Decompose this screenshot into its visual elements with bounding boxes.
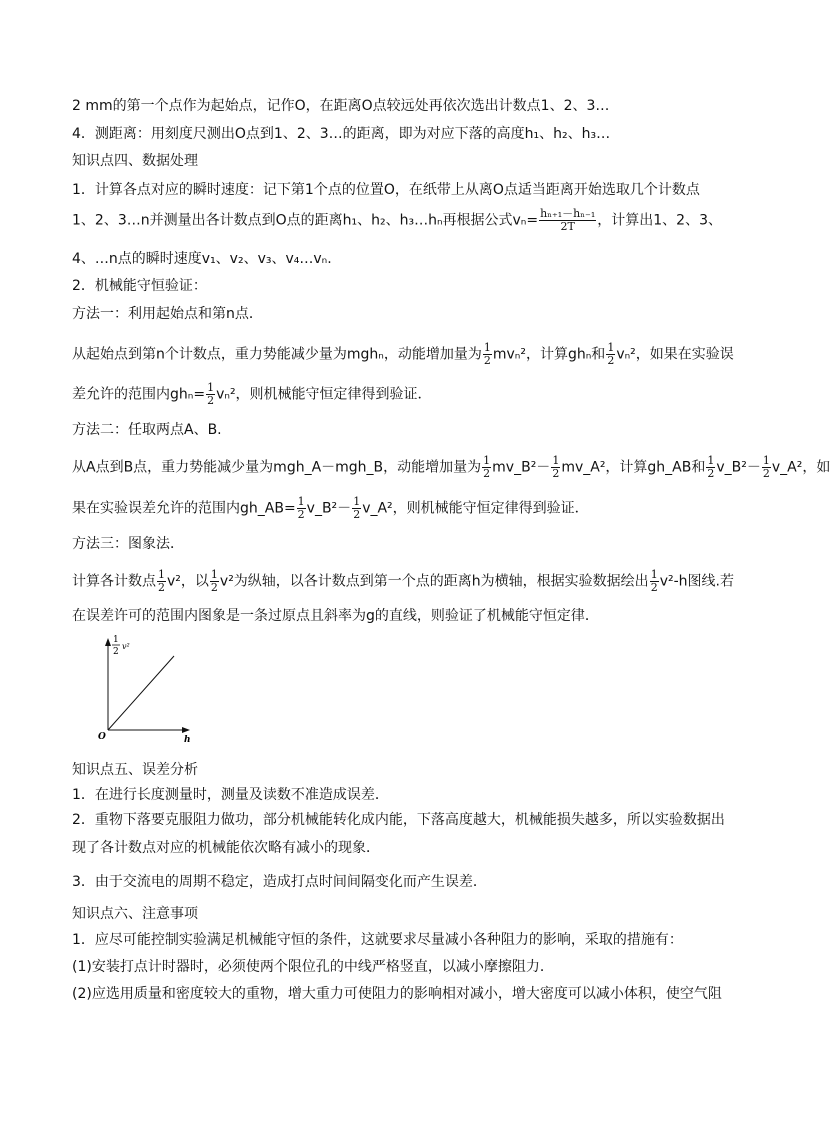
fraction-numerator: 1: [762, 454, 770, 467]
fraction-half: [352, 496, 361, 521]
fraction-denominator: 2: [483, 467, 491, 480]
fraction-half: [482, 455, 491, 480]
section-heading: 知识点六、注意事项: [72, 906, 198, 922]
graph-line: [108, 656, 174, 730]
text-line: 1．计算各点对应的瞬时速度：记下第1个点的位置O，在纸带上从离O点适当距离开始选取几个计数点: [72, 182, 700, 198]
fraction-numerator: 1: [483, 454, 491, 467]
text-line: 1．应尽可能控制实验满足机械能守恒的条件，这就要求尽量减小各种阻力的影响，采取的措施有：: [72, 932, 683, 948]
text-segment: mv_B²－: [492, 459, 551, 476]
text-line: (2)应选用质量和密度较大的重物，增大重力可使阻力的影响相对减小，增大密度可以减小体积，使空气阻: [72, 986, 722, 1002]
text-segment: v²，以: [167, 573, 209, 590]
fraction-numerator: 1: [707, 454, 715, 467]
text-line: 在误差许可的范围内图象是一条过原点且斜率为g的直线，则验证了机械能守恒定律．: [72, 608, 599, 624]
text-line: [72, 496, 589, 521]
y-axis-arrow-icon: [105, 638, 111, 646]
method-heading: 方法二：任取两点A、B.: [72, 422, 222, 438]
text-segment: 果在实验误差允许的范围内gh_AB=: [72, 500, 296, 517]
section-heading: 知识点四、数据处理: [72, 153, 198, 169]
v2-h-graph: [98, 630, 198, 745]
fraction-denominator: 2: [707, 467, 715, 480]
fraction-numerator: 1: [650, 568, 658, 581]
text-line: 4、…n点的瞬时速度v₁、v₂、v₃、v₄…vₙ.: [72, 251, 332, 267]
text-line: 现了各计数点对应的机械能依次略有减小的现象．: [72, 840, 380, 856]
origin-label: O: [98, 732, 106, 742]
fraction-half: [762, 455, 771, 480]
text-line: 4．测距离：用刻度尺测出O点到1、2、3…的距离，即为对应下落的高度h₁、h₂、h₃…: [72, 126, 611, 142]
text-line: (1)安装打点计时器时，必须使两个限位孔的中线严格竖直，以减小摩擦阻力．: [72, 959, 554, 975]
fraction-numerator: 1: [207, 381, 215, 394]
fraction-numerator: 1: [297, 495, 305, 508]
fraction-numerator: 1: [483, 341, 491, 354]
text-segment: 1、2、3…n并测量出各计数点到O点的距离h₁、h₂、h₃…hₙ再根据公式vₙ=: [72, 212, 539, 229]
fraction-denominator: 2: [762, 467, 770, 480]
x-axis-arrow-icon: [182, 727, 190, 733]
fraction-denominator: 2: [207, 394, 215, 407]
text-line: [72, 342, 734, 367]
text-line: [72, 208, 722, 233]
fraction-denominator: 2: [158, 581, 165, 594]
section-heading: 知识点五、误差分析: [72, 762, 198, 778]
text-line: [72, 382, 432, 407]
text-line: [72, 455, 830, 480]
text-segment: 从A点到B点，重力势能减少量为mgh_A－mgh_B，动能增加量为: [72, 459, 482, 476]
fraction-half: [206, 382, 215, 407]
y-label-denominator: 2: [113, 647, 119, 657]
text-segment: ，计算出1、2、3、: [597, 212, 722, 229]
fraction-numerator: 1: [552, 454, 560, 467]
fraction-denominator: 2: [210, 581, 218, 594]
text-segment: v_B²－: [306, 500, 352, 517]
fraction-half: [551, 455, 560, 480]
fraction-half: [606, 342, 615, 367]
text-segment: vₙ²，如果在实验误: [616, 346, 734, 363]
fraction-half: [157, 569, 166, 594]
method-heading: 方法一：利用起始点和第n点．: [72, 306, 263, 322]
fraction-denominator: 2: [552, 467, 560, 480]
y-label-variable: v²: [122, 642, 130, 651]
text-segment: mvₙ²，计算ghₙ和: [492, 346, 606, 363]
text-segment: 计算各计数点: [72, 573, 156, 590]
fraction-half: [650, 569, 659, 594]
text-line: 2．重物下落要克服阻力做功，部分机械能转化成内能，下落高度越大，机械能损失越多，所以实验数据出: [72, 812, 725, 828]
fraction-half: [706, 455, 715, 480]
text-line: 1．在进行长度测量时，测量及读数不准造成误差．: [72, 787, 389, 803]
fraction-half: [297, 496, 306, 521]
text-line: 3．由于交流电的周期不稳定，造成打点时间间隔变化而产生误差．: [72, 874, 487, 890]
text-segment: v_A²，则机械能守恒定律得到验证．: [362, 500, 589, 517]
velocity-formula: [539, 208, 596, 233]
fraction-denominator: 2: [297, 508, 305, 521]
fraction-denominator: 2: [650, 581, 658, 594]
formula-numerator: hₙ₊₁－hₙ₋₁: [540, 207, 596, 220]
x-label: h: [184, 735, 191, 745]
text-segment: v_B²－: [716, 459, 761, 476]
text-segment: v_A²，如: [771, 459, 830, 476]
text-segment: 从起始点到第n个计数点，重力势能减少量为mghₙ，动能增加量为: [72, 346, 482, 363]
text-segment: v²为纵轴，以各计数点到第一个点的距离h为横轴，根据实验数据绘出: [219, 573, 649, 590]
fraction-denominator: 2: [607, 354, 615, 367]
fraction-half: [210, 569, 219, 594]
fraction-half: [483, 342, 492, 367]
formula-denominator: 2T: [560, 220, 575, 233]
text-segment: vₙ²，则机械能守恒定律得到验证．: [216, 386, 432, 403]
fraction-numerator: 1: [607, 341, 615, 354]
y-label-numerator: 1: [113, 635, 119, 645]
method-heading: 方法三：图象法．: [72, 536, 184, 552]
fraction-denominator: 2: [483, 354, 491, 367]
text-segment: 差允许的范围内ghₙ=: [72, 386, 206, 403]
text-line: 2 mm的第一个点作为起始点，记作O，在距离O点较远处再依次选出计数点1、2、3…: [72, 98, 610, 114]
fraction-denominator: 2: [353, 508, 361, 521]
text-line: 2．机械能守恒验证：: [72, 278, 207, 294]
text-segment: v²-h图线.若: [659, 573, 734, 590]
fraction-numerator: 1: [210, 568, 218, 581]
fraction-numerator: 1: [353, 495, 361, 508]
text-line: [72, 569, 734, 594]
fraction-numerator: 1: [158, 568, 165, 581]
text-segment: mv_A²，计算gh_AB和: [561, 459, 706, 476]
